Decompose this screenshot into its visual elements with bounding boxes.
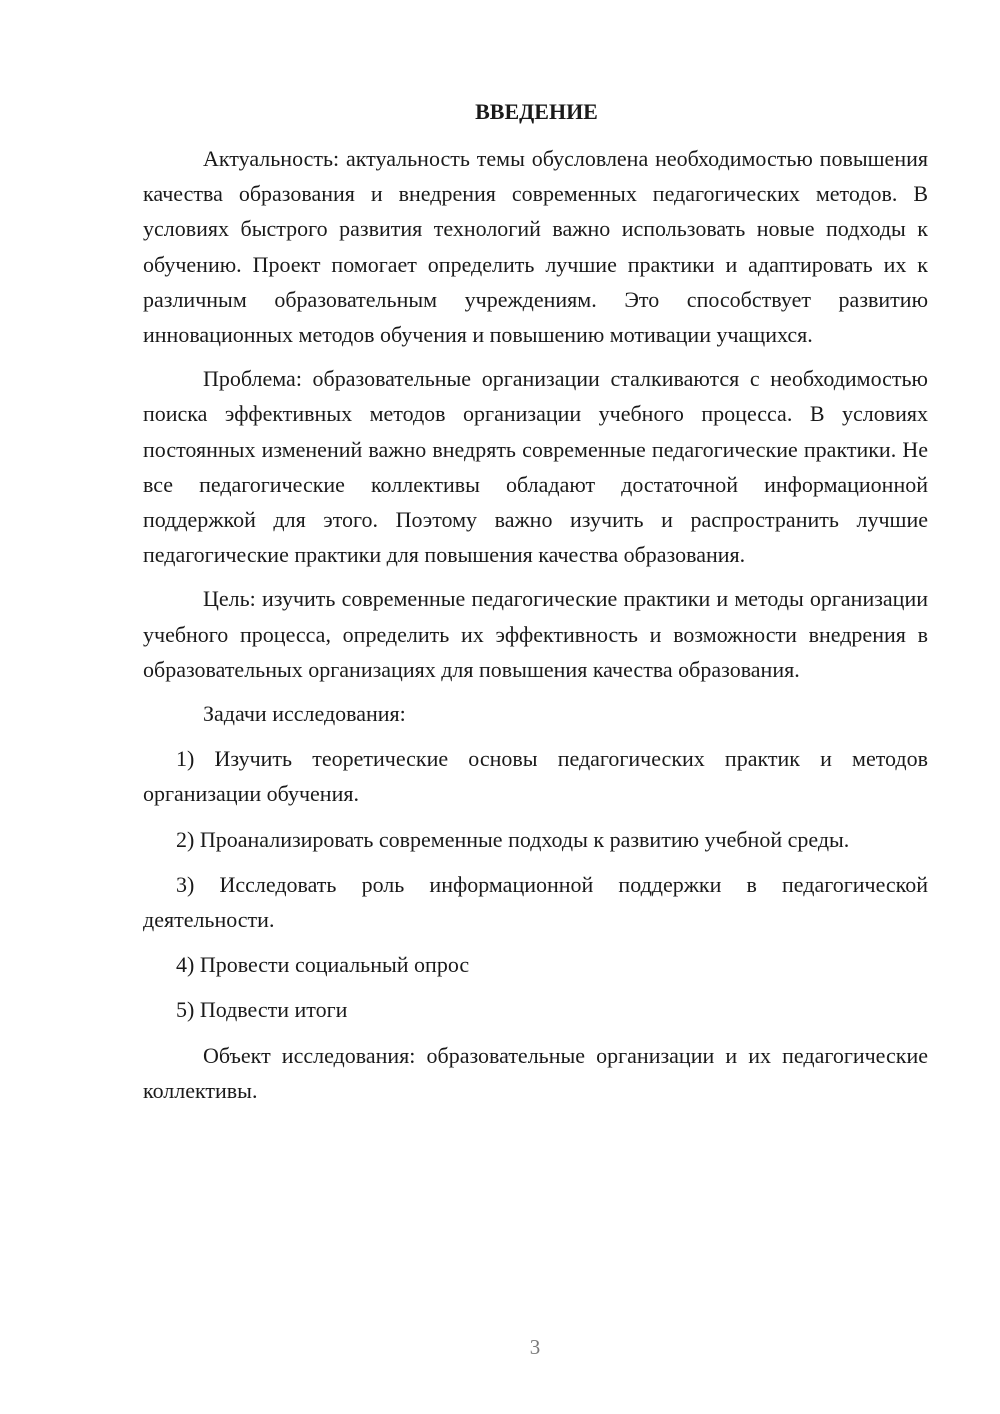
problem-paragraph: Проблема: образовательные организации сталкиваются с необходимостью поиска эффективных методов организации учебного процесса. В условиях постоянных изменений важно внедрять современные педагогические практики. Не все педагогические коллективы обладают достаточной информационной поддержкой для этого. Поэтому важно изучить и распространить лучшие педагогические практики для повышения качества образования. (143, 366, 928, 568)
relevance-paragraph: Актуальность: актуальность темы обусловлена необходимостью повышения качества образования и внедрения современных педагогических методов. В условиях быстрого развития технологий важно использовать новые подходы к обучению. Проект помогает определить лучшие практики и адаптировать их к различным образовательным учреждениям. Это способствует развитию инновационных методов обучения и повышению мотивации учащихся. (143, 146, 928, 348)
task-item-5: 5) Подвести итоги (176, 997, 348, 1023)
object-paragraph: Объект исследования: образовательные организации и их педагогические коллективы. (143, 1042, 928, 1103)
tasks-heading: Задачи исследования: (203, 701, 406, 727)
task-item-3: 3) Исследовать роль информационной поддержки в педагогической деятельности. (143, 871, 928, 933)
task-item-4: 4) Провести социальный опрос (176, 952, 470, 978)
page-content (143, 94, 928, 1108)
page-number: 3 (529, 1335, 541, 1359)
task-item-1: 1) Изучить теоретические основы педагогических практик и методов организации обучения. (143, 746, 928, 807)
goal-paragraph: Цель: изучить современные педагогические практики и методы организации учебного процесса, определить их эффективность и возможности внедрения в образовательных организациях для повышения качества образования. (143, 586, 928, 682)
section-title: ВВЕДЕНИЕ (475, 99, 598, 124)
task-item-2: 2) Проанализировать современные подходы к развитию учебной среды. (176, 826, 850, 852)
